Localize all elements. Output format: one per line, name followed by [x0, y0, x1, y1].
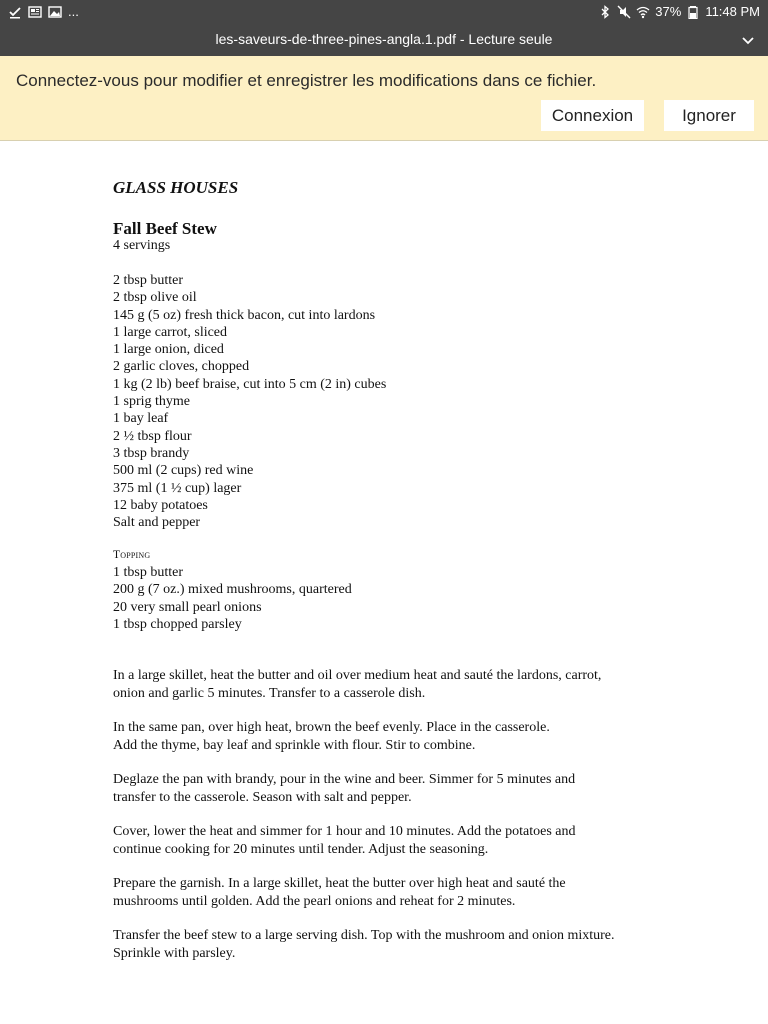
- topping-heading: Topping: [113, 549, 151, 561]
- battery-icon: [686, 5, 700, 19]
- topping-list: [113, 564, 352, 633]
- ingredient-item: Salt and pepper: [113, 515, 201, 531]
- bluetooth-icon: [598, 5, 612, 19]
- recipe-title: Fall Beef Stew: [113, 219, 217, 238]
- mute-icon: [617, 5, 631, 19]
- servings: 4 servings: [113, 238, 171, 253]
- ignore-button[interactable]: Ignorer: [664, 100, 754, 131]
- chevron-down-icon[interactable]: [740, 32, 756, 48]
- section-heading: GLASS HOUSES: [113, 178, 239, 197]
- login-button[interactable]: Connexion: [541, 100, 644, 131]
- ingredient-item: 2 garlic cloves, chopped: [113, 359, 250, 375]
- ingredient-item: 2 tbsp butter: [113, 273, 183, 288]
- title-bar: [0, 24, 768, 56]
- method-steps: [113, 667, 673, 979]
- topping-item: 1 tbsp chopped parsley: [113, 616, 242, 632]
- check-download-icon: [8, 5, 22, 19]
- status-bar-notifications: [8, 4, 79, 19]
- ingredient-item: 1 bay leaf: [113, 411, 169, 427]
- status-bar: [0, 0, 768, 24]
- method-step: Transfer the beef stew to a large serving dish. Top with the mushroom and onion mixture. Sprinkle with parsley.: [113, 928, 615, 961]
- pdf-page[interactable]: [0, 141, 768, 1024]
- banner-message: Connectez-vous pour modifier et enregistrer les modifications dans ce fichier.: [16, 71, 597, 90]
- method-step: Deglaze the pan with brandy, pour in the wine and beer. Simmer for 5 minutes and transfer to the casserole. Season with salt and pepper.: [113, 772, 576, 805]
- topping-item: 1 tbsp butter: [113, 565, 183, 580]
- ingredient-item: 2 ½ tbsp flour: [113, 428, 192, 444]
- ingredient-item: 1 sprig thyme: [113, 394, 190, 410]
- ingredient-list: [113, 272, 386, 531]
- method-step: Prepare the garnish. In a large skillet, heat the butter over high heat and sauté the mushrooms until golden. Add the pearl onions and reheat for 2 minutes.: [113, 876, 566, 909]
- news-icon: [28, 5, 42, 19]
- method-step: In the same pan, over high heat, brown the beef evenly. Place in the casserole. Add the thyme, bay leaf and sprinkle with flour. Stir to combine.: [113, 720, 550, 753]
- ingredient-item: 3 tbsp brandy: [113, 445, 190, 461]
- document-title: les-saveurs-de-three-pines-angla.1.pdf - Lecture seule: [215, 31, 553, 47]
- image-icon: [48, 5, 62, 19]
- method-step: Cover, lower the heat and simmer for 1 hour and 10 minutes. Add the potatoes and continue cooking for 20 minutes until tender. Adjust the seasoning.: [113, 824, 576, 857]
- ingredient-item: 500 ml (2 cups) red wine: [113, 463, 254, 479]
- battery-percent: 37%: [655, 4, 682, 19]
- method-step: In a large skillet, heat the butter and oil over medium heat and sauté the lardons, carrot, onion and garlic 5 minutes. Transfer to a casserole dish.: [113, 668, 602, 701]
- ingredient-item: 2 tbsp olive oil: [113, 290, 197, 306]
- ingredient-item: 12 baby potatoes: [113, 497, 208, 513]
- ingredient-item: 145 g (5 oz) fresh thick bacon, cut into lardons: [113, 307, 376, 323]
- ingredient-item: 1 kg (2 lb) beef braise, cut into 5 cm (2 in) cubes: [113, 376, 387, 392]
- topping-item: 20 very small pearl onions: [113, 599, 262, 615]
- ingredient-item: 1 large carrot, sliced: [113, 324, 228, 340]
- sign-in-banner: [0, 56, 768, 141]
- ingredient-item: 1 large onion, diced: [113, 342, 224, 358]
- wifi-icon: [636, 5, 650, 19]
- ingredient-item: 375 ml (1 ½ cup) lager: [113, 480, 242, 496]
- more-notifications-indicator: ...: [68, 4, 79, 19]
- topping-item: 200 g (7 oz.) mixed mushrooms, quartered: [113, 582, 352, 598]
- clock: 11:48 PM: [705, 4, 760, 19]
- status-bar-system: [598, 4, 760, 19]
